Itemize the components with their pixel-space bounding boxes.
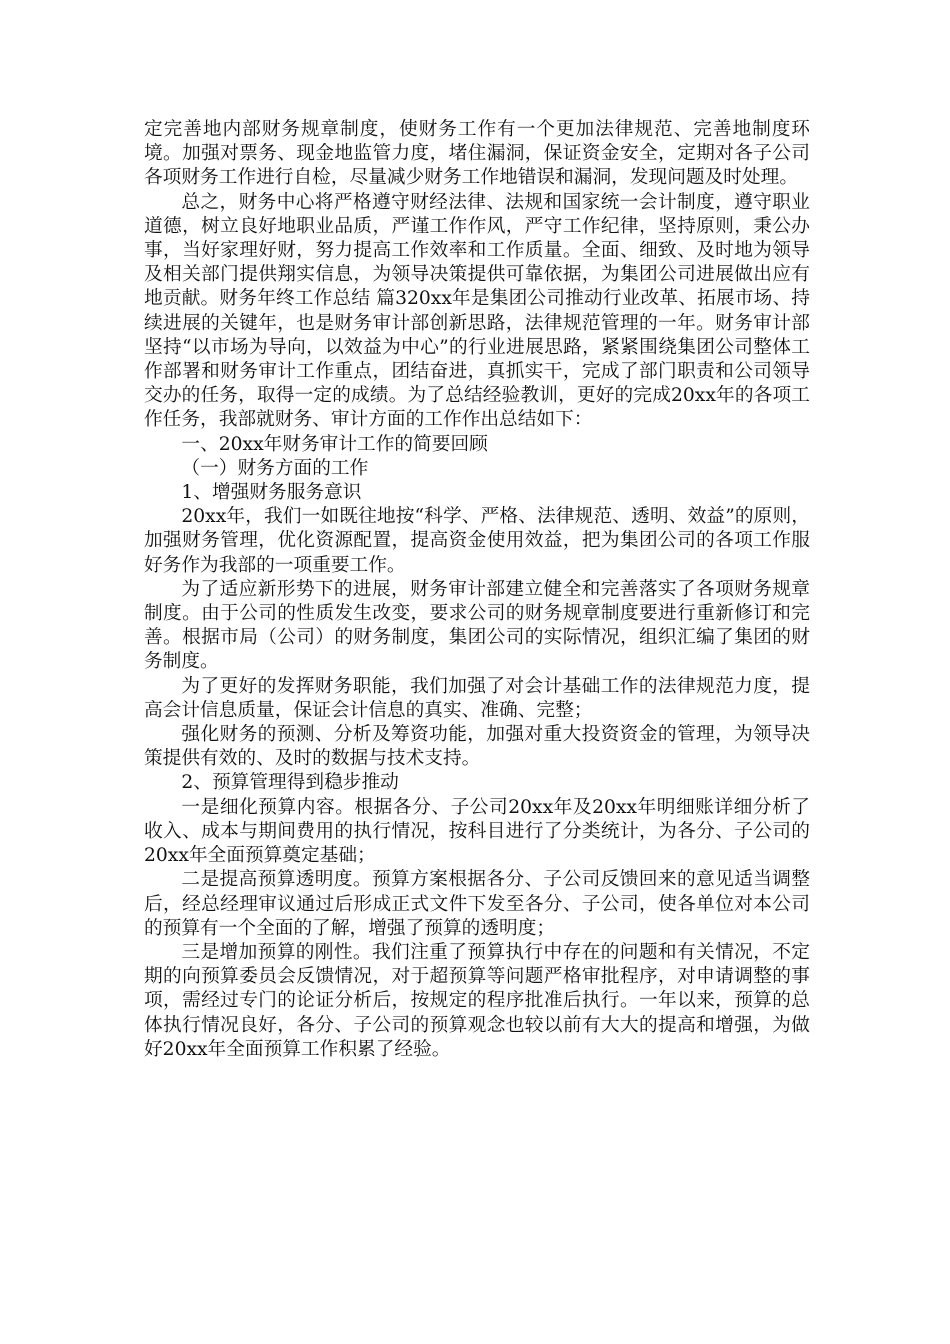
subsection-heading: （一）财务方面的工作	[181, 457, 369, 479]
paragraph: 强化财务的预测、分析及筹资功能，加强对重大投资资金的管理，为领导决策提供有效的、及时的数据与技术支持。	[144, 724, 810, 770]
paragraph: 20xx年，我们一如既往地按“科学、严格、法律规范、透明、效益”的原则，加强财务管理，优化资源配置，提高资金使用效益，把为集团公司的各项工作服好务作为我部的一项重要工作。	[144, 506, 810, 576]
paragraph: 一是细化预算内容。根据各分、子公司20xx年及20xx年明细账详细分析了收入、成本与期间费用的执行情况，按科目进行了分类统计，为各分、子公司的20xx年全面预算奠定基础；	[144, 796, 810, 867]
paragraph: 三是增加预算的刚性。我们注重了预算执行中存在的问题和有关情况，不定期的向预算委员会反馈情况，对于超预算等问题严格审批程序，对申请调整的事项，需经过专门的论证分析后，按规定的程序批准后执行。一年以来，预算的总体执行情况良好，各分、子公司的预算观念也较以前有大大的提高和增强，为做好20xx年全面预算工作积累了经验。	[144, 941, 810, 1060]
item-heading: 1、增强财务服务意识	[181, 482, 362, 504]
item-heading: 2、预算管理得到稳步推动	[181, 772, 399, 794]
paragraph: 总之，财务中心将严格遵守财经法律、法规和国家统一会计制度，遵守职业道德，树立良好地职业品质，严谨工作作风，严守工作纪律，坚持原则，秉公办事，当好家理好财，努力提高工作效率和工作质量。全面、细致、及时地为领导及相关部门提供翔实信息，为领导决策提供可靠依据，为集团公司进展做出应有地贡献。财务年终工作总结 篇320xx年是集团公司推动行业改革、拓展市场、持续进展的关键年，也是财务审计部创新思路，法律规范管理的一年。财务审计部坚持“以市场为导向，以效益为中心”的行业进展思路，紧紧围绕集团公司整体工作部署和财务审计工作重点，团结奋进，真抓实干，完成了部门职责和公司领导交办的任务，取得一定的成绩。为了总结经验教训，更好的完成20xx年的各项工作任务，我部就财务、审计方面的工作作出总结如下：	[144, 191, 810, 431]
section-heading: 一、20xx年财务审计工作的简要回顾	[181, 433, 488, 455]
paragraph: 为了适应新形势下的进展，财务审计部建立健全和完善落实了各项财务规章制度。由于公司的性质发生改变，要求公司的财务规章制度要进行重新修订和完善。根据市局（公司）的财务制度，集团公司的实际情况，组织汇编了集团的财务制度。	[144, 578, 810, 673]
paragraph: 二是提高预算透明度。预算方案根据各分、子公司反馈回来的意见适当调整后，经总经理审议通过后形成正式文件下发至各分、子公司，使各单位对本公司的预算有一个全面的了解，增强了预算的透明度；	[144, 869, 810, 939]
paragraph: 定完善地内部财务规章制度，使财务工作有一个更加法律规范、完善地制度环境。加强对票务、现金地监管力度，堵住漏洞，保证资金安全，定期对各子公司各项财务工作进行自检，尽量减少财务工作地错误和漏洞，发现问题及时处理。	[144, 119, 810, 189]
document-body	[144, 118, 810, 1062]
paragraph: 为了更好的发挥财务职能，我们加强了对会计基础工作的法律规范力度，提高会计信息质量，保证会计信息的真实、准确、完整；	[144, 675, 810, 721]
